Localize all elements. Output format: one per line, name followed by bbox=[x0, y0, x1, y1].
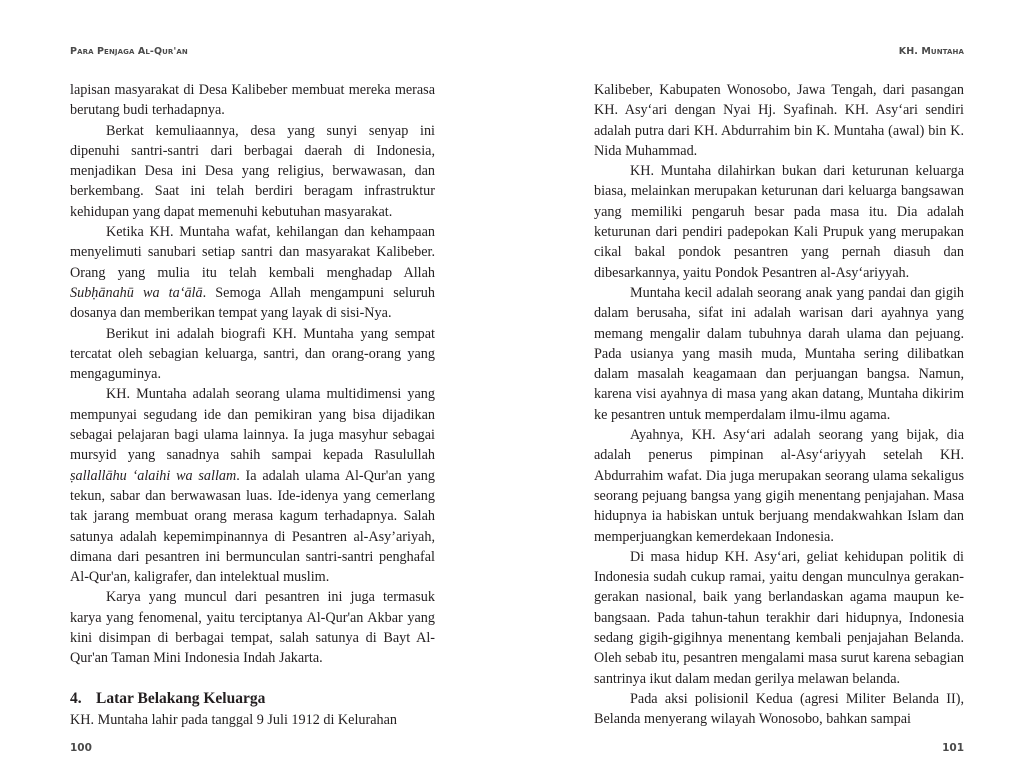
paragraph: KH. Muntaha dilahirkan bukan dari keturunan keluarga biasa, melainkan merupakan keturunan dari keluarga bangsawan yang memiliki pengaruh besar pada masa itu. Dia adalah keturunan dari pendiri padepokan Kali Prupuk yang merupakan cikal bakal pondok pesantren yang pernah diasuh dan dibesarkannya, yaitu Pondok Pesantren al-Asy‘ariyyah. bbox=[594, 163, 964, 281]
running-head-book-title: Para Penjaga Al-Qur'an bbox=[70, 46, 188, 57]
paragraph: lapisan masyarakat di Desa Kalibeber membuat mereka merasa berutang budi terhadapnya. bbox=[70, 82, 435, 119]
paragraph: Berikut ini adalah biografi KH. Muntaha yang sempat tercatat oleh sebagian keluarga, santri, dan orang-orang yang mengaguminya. bbox=[70, 325, 435, 383]
page-number: 100 bbox=[70, 742, 92, 754]
paragraph: Kalibeber, Kabupaten Wonosobo, Jawa Tengah, dari pasangan KH. Asy‘ari dengan Nyai Hj. Syafinah. KH. Asy‘ari sendiri adalah putra dari KH. Abdurrahim bin K. Muntaha (awal) bin K. Nida Muhammad. bbox=[594, 82, 964, 159]
paragraph bbox=[70, 222, 435, 323]
running-head-chapter-title: KH. Muntaha bbox=[898, 46, 964, 57]
paragraph bbox=[70, 384, 435, 587]
paragraph: Pada aksi polisionil Kedua (agresi Militer Belanda II), Belanda menyerang wilayah Wonosobo, bahkan sampai bbox=[594, 690, 964, 728]
paragraph: Di masa hidup KH. Asy‘ari, geliat kehidupan politik di Indonesia sudah cukup ramai, yaitu dengan munculnya gerakan-gerakan nasional, baik yang berlandaskan agama maupun kebangsaan. Pada tahun-tahun terakhir dari hidupnya, Indonesia sedang gigih-gigihnya menentang kembali penjajahan Belanda. Oleh sebab itu, pesantren mengalami masa surut karena sebagian santrinya ikut dalam medan gerilya melawan belanda. bbox=[594, 548, 964, 687]
left-body-text bbox=[70, 80, 435, 730]
text-span: . Ia adalah ulama Al-Qur'an yang tekun, sabar dan berwawasan luas. Ide-idenya yang cemerlang tak jarang membuat orang merasa kagum terhadapnya. Salah satunya adalah kepemimpinannya di Pesantren al-Asy’ariyah, dimana dari pesantren ini bermunculan santri-santri penghafal Al-Qur'an, kaligrafer, dan intelektual muslim. bbox=[70, 467, 435, 586]
section-number: 4. bbox=[70, 689, 82, 707]
right-page bbox=[512, 0, 1024, 782]
text-span: Ketika KH. Muntaha wafat, kehilangan dan kehampaan menyelimuti sanubari setiap santri dan masyarakat Kalibeber. Orang yang mulia itu telah kembali menghadap Allah bbox=[70, 224, 435, 281]
text-span: . Semoga Allah mengampuni seluruh dosanya dan memberikan tempat yang layak di sisi-Nya. bbox=[70, 284, 435, 322]
right-body-text bbox=[594, 80, 964, 730]
text-span: KH. Muntaha adalah seorang ulama multidimensi yang mempunyai segudang ide dan pemikiran yang bisa dijadikan sebagai pelajaran bagi ulama lainnya. Ia juga masyhur sebagai mursyid yang sanadnya sahih sampai kepada Rasulullah bbox=[70, 386, 435, 464]
paragraph: KH. Muntaha lahir pada tanggal 9 Juli 1912 di Kelurahan bbox=[70, 711, 398, 728]
italic-honorific: ṣallallāhu ‘alaihi wa sallam bbox=[70, 467, 237, 484]
page-number: 101 bbox=[942, 742, 964, 754]
section-title: Latar Belakang Keluarga bbox=[96, 689, 266, 707]
paragraph: Muntaha kecil adalah seorang anak yang pandai dan gigih dalam berusaha, sifat ini adalah warisan dari ayahnya yang memang mengalir dalam tubuhnya darah ulama dan pejuang. Pada usianya yang masih muda, Muntaha sering dilibatkan dalam masalah keagamaan dan perjuangan bangsa. Namun, karena visi ayahnya di masa yang akan datang, Muntaha dikirim ke pesantren untuk memperdalam ilmu-ilmu agama. bbox=[594, 284, 964, 423]
paragraph: Karya yang muncul dari pesantren ini juga termasuk karya yang fenomenal, yaitu terciptanya Al-Qur'an Akbar yang kini disimpan di berbagai tempat, salah satunya di Bayt Al-Qur'an Taman Mini Indonesia Indah Jakarta. bbox=[70, 589, 435, 667]
paragraph: Berkat kemuliaannya, desa yang sunyi senyap ini dipenuhi santri-santri dari berbagai daerah di Indonesia, menjadikan Desa ini Desa yang religius, berwawasan, dan berkembang. Saat ini telah berdiri beragam infrastruktur kehidupan yang dapat memenuhi kebutuhan masyarakat. bbox=[70, 122, 435, 220]
paragraph: Ayahnya, KH. Asy‘ari adalah seorang yang bijak, dia adalah penerus pimpinan al-Asy‘ariyyah setelah KH. Abdurrahim wafat. Dia juga merupakan seorang ulama sekaligus seorang pejuang bangsa yang gigih menentang penjajahan. Masa hidupnya ia habiskan untuk berjuang mendakwahkan Islam dan memperjuangkan kemerdekaan Indonesia. bbox=[594, 427, 964, 545]
section-heading bbox=[70, 689, 435, 709]
italic-honorific: Subḥānahū wa ta‘ālā bbox=[70, 284, 203, 301]
